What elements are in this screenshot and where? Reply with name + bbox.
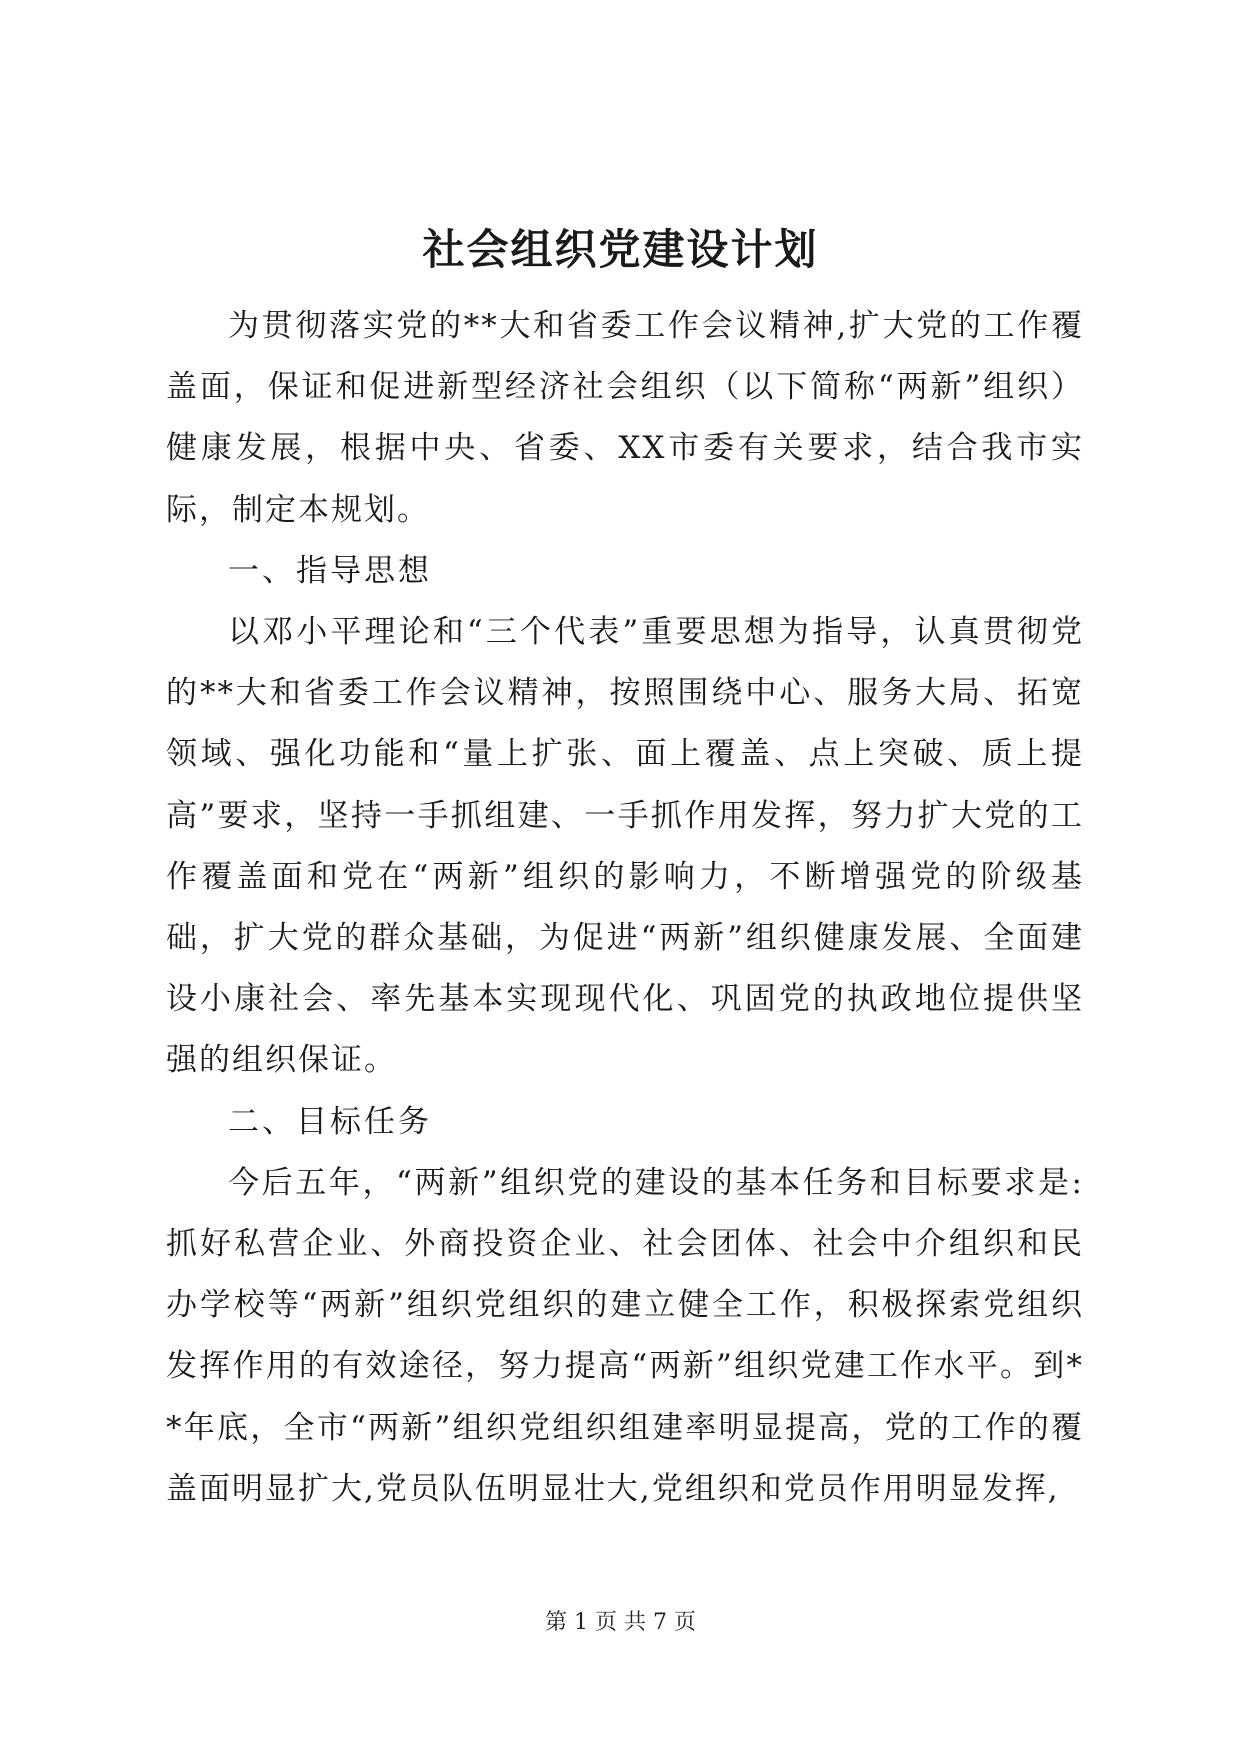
section-heading-guiding-thought: 一、指导思想 xyxy=(228,552,432,589)
document-body xyxy=(166,296,1084,1520)
document-title: 社会组织党建设计划 xyxy=(422,225,819,274)
intro-paragraph: 为贯彻落实党的**大和省委工作会议精神,扩大党的工作覆盖面，保证和促进新型经济社会组织（以下简称“两新”组织）健康发展，根据中央、省委、XX市委有关要求，结合我市实际，制定本规划。 xyxy=(166,308,1084,528)
goals-tasks-paragraph: 今后五年，“两新”组织党的建设的基本任务和目标要求是:抓好私营企业、外商投资企业、社会团体、社会中介组织和民办学校等“两新”组织党组织的建立健全工作，积极探索党组织发挥作用的有效途径，努力提高“两新”组织党建工作水平。到**年底，全市“两新”组织党组织组建率明显提高，党的工作的覆盖面明显扩大,党员队伍明显壮大,党组织和党员作用明显发挥, xyxy=(166,1164,1084,1507)
section-heading-goals-tasks: 二、目标任务 xyxy=(228,1103,432,1140)
page-footer: 第 1 页 共 7 页 xyxy=(545,1610,696,1635)
guiding-thought-paragraph: 以邓小平理论和“三个代表”重要思想为指导，认真贯彻党的**大和省委工作会议精神，按照围绕中心、服务大局、拓宽领域、强化功能和“量上扩张、面上覆盖、点上突破、质上提高”要求，坚持一手抓组建、一手抓作用发挥，努力扩大党的工作覆盖面和党在“两新”组织的影响力，不断增强党的阶级基础，扩大党的群众基础，为促进“两新”组织健康发展、全面建设小康社会、率先基本实现现代化、巩固党的执政地位提供坚强的组织保证。 xyxy=(166,614,1084,1079)
